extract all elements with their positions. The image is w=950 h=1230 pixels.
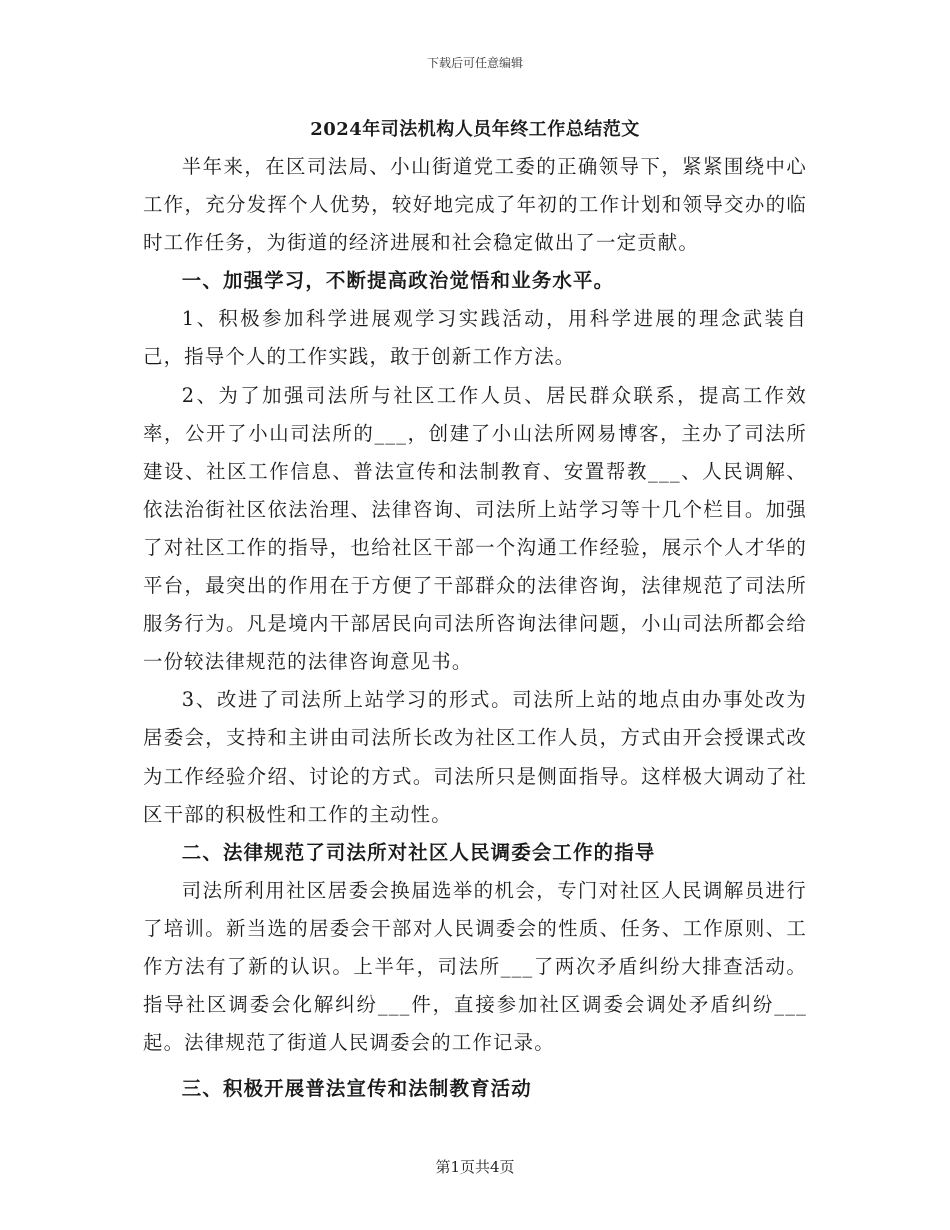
intro-paragraph: 半年来，在区司法局、小山街道党工委的正确领导下，紧紧围绕中心工作，充分发挥个人优势，较好地完成了年初的工作计划和领导交办的临时工作任务，为街道的经济进展和社会稳定做出了一定贡献。 [143,155,807,255]
paragraph-item-3: 3、改进了司法所上站学习的形式。司法所上站的地点由办事处改为居委会，支持和主讲由司法所长改为社区工作人员，方式由开会授课式改为工作经验介绍、讨论的方式。司法所只是侧面指导。这样极大调动了社区干部的积极性和工作的主动性。 [143,688,807,826]
paragraph-item-2: 2、为了加强司法所与社区工作人员、居民群众联系，提高工作效率，公开了小山司法所的___，创建了小山法所网易博客，主办了司法所建设、社区工作信息、普法宣传和法制教育、安置帮教___、人民调解、依法治街社区依法治理、法律咨询、司法所上站学习等十几个栏目。加强了对社区工作的指导，也给社区干部一个沟通工作经验，展示个人才华的平台，最突出的作用在于方便了干部群众的法律咨询，法律规范了司法所服务行为。凡是境内干部居民向司法所咨询法律问题，小山司法所都会给一份较法律规范的法律咨询意见书。 [143,383,807,674]
document-title: 2024年司法机构人员年终工作总结范文 [310,119,640,140]
section-heading-1: 一、加强学习，不断提高政治觉悟和业务水平。 [181,269,615,293]
paragraph-item-1: 1、积极参加科学进展观学习实践活动，用科学进展的理念武装自己，指导个人的工作实践，敢于创新工作方法。 [143,307,807,369]
document-body [143,148,807,1108]
page-number: 第1页共4页 [435,1158,515,1176]
section-heading-2: 二、法律规范了司法所对社区人民调委会工作的指导 [181,840,656,864]
paragraph-mediation: 司法所利用社区居委会换届选举的机会，专门对社区人民调解员进行了培训。新当选的居委会干部对人民调委会的性质、任务、工作原则、工作方法有了新的认识。上半年，司法所___了两次矛盾纠纷大排查活动。指导社区调委会化解纠纷___件，直接参加社区调委会调处矛盾纠纷___起。法律规范了街道人民调委会的工作记录。 [143,878,807,1055]
section-heading-3: 三、积极开展普法宣传和法制教育活动 [181,1077,532,1101]
header-note: 下载后可任意编辑 [426,56,523,70]
